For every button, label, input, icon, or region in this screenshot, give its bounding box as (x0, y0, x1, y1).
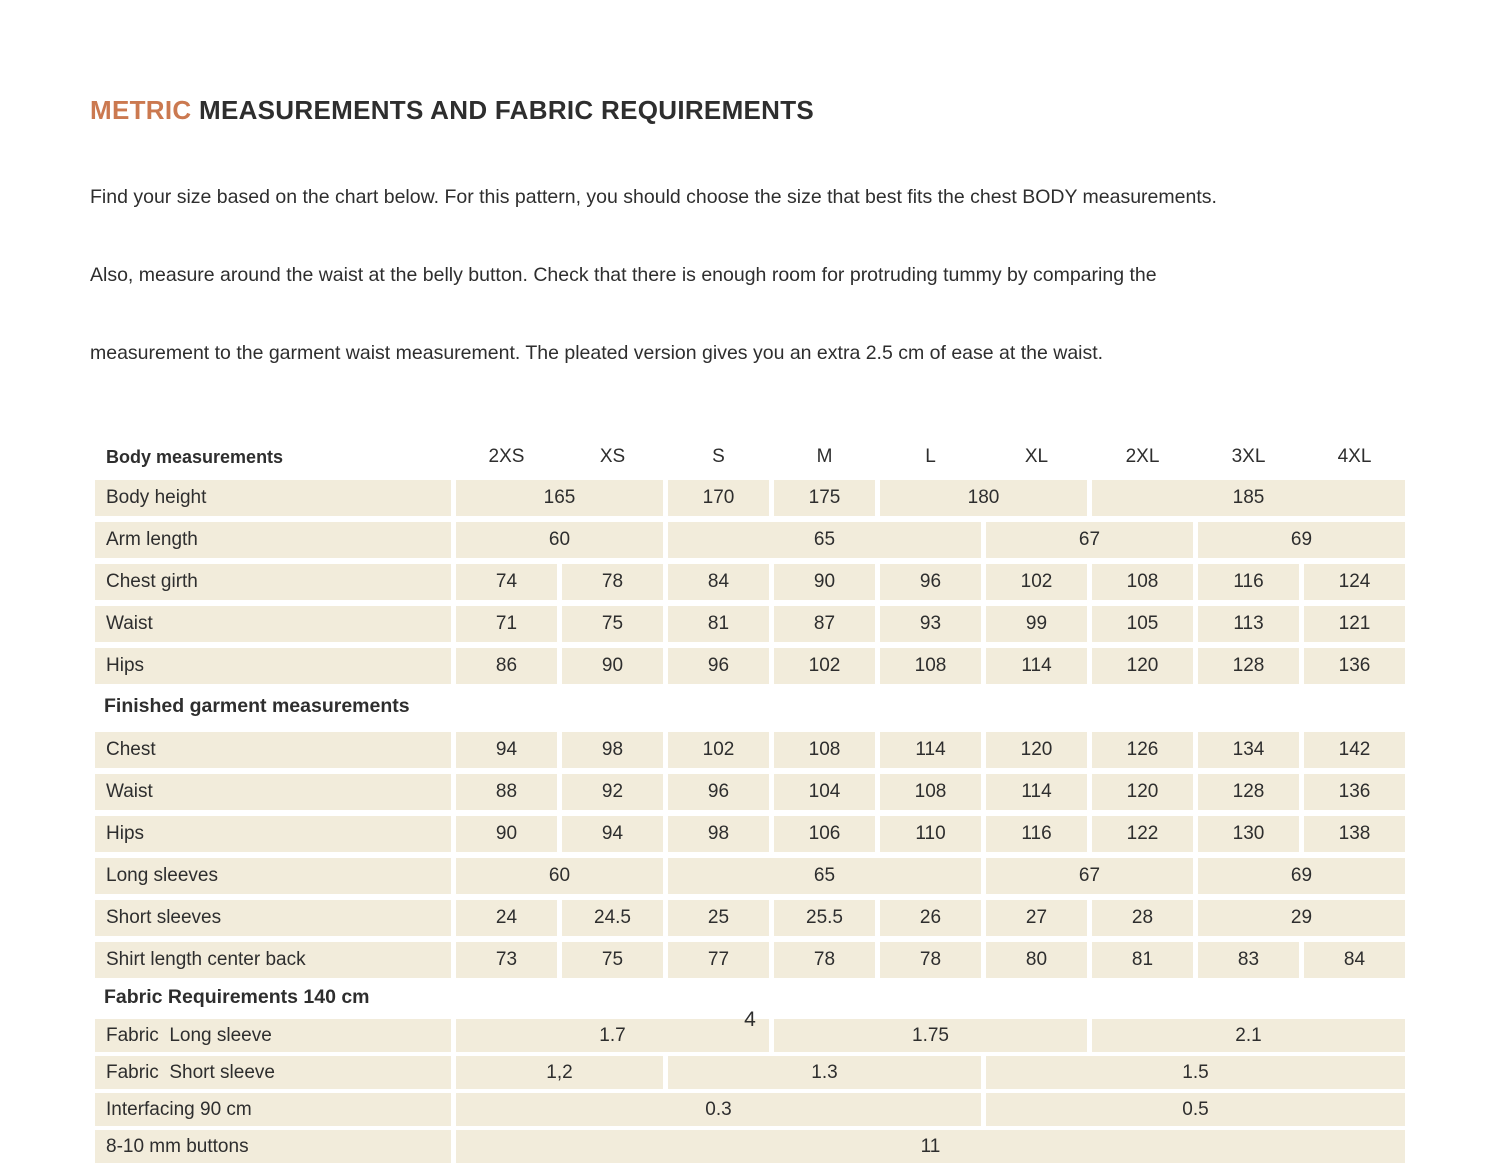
intro-line: Also, measure around the waist at the belly button. Check that there is enough room for protruding tummy by comparing the (90, 264, 1157, 286)
value-cell: 136 (1304, 648, 1405, 684)
row-label: Hips (95, 648, 451, 684)
table-row (95, 1056, 1405, 1089)
value-cell: 92 (562, 774, 663, 810)
value-cell: 94 (456, 732, 557, 768)
row-label: Arm length (95, 522, 451, 558)
size-column-header: 3XL (1231, 446, 1266, 467)
value-cell: 108 (774, 732, 875, 768)
value-cell: 108 (880, 774, 981, 810)
value-cell: 96 (668, 774, 769, 810)
value-cell: 75 (562, 942, 663, 978)
value-cell: 71 (456, 606, 557, 642)
intro-line: Find your size based on the chart below. For this pattern, you should choose the size that best fits the chest BODY measurements. (90, 186, 1217, 208)
value-cell: 78 (880, 942, 981, 978)
table-row (95, 606, 1405, 642)
table-row (95, 522, 1405, 558)
value-cell: 165 (456, 480, 663, 516)
table-row (95, 900, 1405, 936)
value-cell: 185 (1092, 480, 1405, 516)
value-cell: 60 (456, 522, 663, 558)
value-cell: 121 (1304, 606, 1405, 642)
value-cell: 86 (456, 648, 557, 684)
table-row (95, 480, 1405, 516)
value-cell: 87 (774, 606, 875, 642)
size-column-header: S (712, 446, 725, 467)
column-header-label: Body measurements (106, 446, 284, 467)
value-cell: 128 (1198, 648, 1299, 684)
measurements-table (95, 443, 1405, 1163)
value-cell: 134 (1198, 732, 1299, 768)
value-cell: 136 (1304, 774, 1405, 810)
value-cell: 90 (562, 648, 663, 684)
value-cell: 2.1 (1092, 1019, 1405, 1052)
value-cell: 60 (456, 858, 663, 894)
value-cell: 25.5 (774, 900, 875, 936)
row-label: 8-10 mm buttons (95, 1130, 451, 1163)
size-column-header: XS (599, 446, 626, 467)
value-cell: 26 (880, 900, 981, 936)
value-cell: 78 (562, 564, 663, 600)
value-cell: 180 (880, 480, 1087, 516)
value-cell: 102 (986, 564, 1087, 600)
row-label: Body height (95, 480, 451, 516)
value-cell: 77 (668, 942, 769, 978)
value-cell: 65 (668, 858, 981, 894)
row-label: Short sleeves (95, 900, 451, 936)
value-cell: 27 (986, 900, 1087, 936)
size-column-header: M (816, 446, 833, 467)
page-title (90, 95, 1500, 125)
value-cell: 69 (1198, 522, 1405, 558)
value-cell: 98 (668, 816, 769, 852)
section-title: Fabric Requirements 140 cm (104, 986, 370, 1008)
value-cell: 120 (986, 732, 1087, 768)
value-cell: 29 (1198, 900, 1405, 936)
value-cell: 108 (880, 648, 981, 684)
row-label: Waist (95, 606, 451, 642)
value-cell: 142 (1304, 732, 1405, 768)
value-cell: 102 (774, 648, 875, 684)
row-label: Interfacing 90 cm (95, 1093, 451, 1126)
row-label: Fabric Long sleeve (95, 1019, 451, 1052)
value-cell: 81 (668, 606, 769, 642)
value-cell: 98 (562, 732, 663, 768)
value-cell: 24.5 (562, 900, 663, 936)
size-column-header: 2XL (1125, 446, 1160, 467)
value-cell: 102 (668, 732, 769, 768)
value-cell: 113 (1198, 606, 1299, 642)
value-cell: 116 (986, 816, 1087, 852)
title-accent: METRIC (90, 95, 192, 125)
size-column-header: 2XS (488, 446, 525, 467)
size-column-header: L (925, 446, 936, 467)
value-cell: 80 (986, 942, 1087, 978)
size-column-header: 4XL (1337, 446, 1372, 467)
value-cell: 69 (1198, 858, 1405, 894)
value-cell: 74 (456, 564, 557, 600)
value-cell: 130 (1198, 816, 1299, 852)
value-cell: 124 (1304, 564, 1405, 600)
intro-line: measurement to the garment waist measurement. The pleated version gives you an extra 2.5 cm of ease at the waist. (90, 342, 1104, 364)
value-cell: 78 (774, 942, 875, 978)
value-cell: 75 (562, 606, 663, 642)
value-cell: 120 (1092, 648, 1193, 684)
value-cell: 122 (1092, 816, 1193, 852)
row-label: Hips (95, 816, 451, 852)
value-cell: 65 (668, 522, 981, 558)
value-cell: 81 (1092, 942, 1193, 978)
value-cell: 0.5 (986, 1093, 1405, 1126)
value-cell: 104 (774, 774, 875, 810)
row-label: Waist (95, 774, 451, 810)
value-cell: 11 (456, 1130, 1405, 1163)
value-cell: 94 (562, 816, 663, 852)
table-header-row (95, 443, 1405, 471)
row-label: Chest girth (95, 564, 451, 600)
value-cell: 1,2 (456, 1056, 663, 1089)
value-cell: 93 (880, 606, 981, 642)
value-cell: 90 (774, 564, 875, 600)
value-cell: 67 (986, 522, 1193, 558)
value-cell: 1.5 (986, 1056, 1405, 1089)
value-cell: 116 (1198, 564, 1299, 600)
value-cell: 99 (986, 606, 1087, 642)
value-cell: 128 (1198, 774, 1299, 810)
value-cell: 108 (1092, 564, 1193, 600)
row-label: Long sleeves (95, 858, 451, 894)
value-cell: 110 (880, 816, 981, 852)
row-label: Shirt length center back (95, 942, 451, 978)
table-row (95, 942, 1405, 978)
value-cell: 138 (1304, 816, 1405, 852)
page-number: 4 (744, 1008, 756, 1031)
value-cell: 73 (456, 942, 557, 978)
row-label: Fabric Short sleeve (95, 1056, 451, 1089)
value-cell: 90 (456, 816, 557, 852)
value-cell: 114 (986, 648, 1087, 684)
section-title: Finished garment measurements (104, 695, 410, 717)
intro-paragraph (90, 132, 1500, 418)
table-row (95, 858, 1405, 894)
value-cell: 1.75 (774, 1019, 1087, 1052)
size-column-header: XL (1024, 446, 1049, 467)
value-cell: 84 (1304, 942, 1405, 978)
table-row (95, 564, 1405, 600)
table-row (95, 1130, 1405, 1163)
value-cell: 96 (880, 564, 981, 600)
table-row (95, 816, 1405, 852)
table-row (95, 774, 1405, 810)
value-cell: 1.3 (668, 1056, 981, 1089)
value-cell: 28 (1092, 900, 1193, 936)
value-cell: 24 (456, 900, 557, 936)
value-cell: 88 (456, 774, 557, 810)
value-cell: 126 (1092, 732, 1193, 768)
table-row (95, 648, 1405, 684)
value-cell: 114 (986, 774, 1087, 810)
value-cell: 105 (1092, 606, 1193, 642)
title-rest: MEASUREMENTS AND FABRIC REQUIREMENTS (191, 95, 815, 125)
value-cell: 96 (668, 648, 769, 684)
value-cell: 1.7 (456, 1019, 769, 1052)
value-cell: 84 (668, 564, 769, 600)
table-row (95, 732, 1405, 768)
value-cell: 170 (668, 480, 769, 516)
value-cell: 114 (880, 732, 981, 768)
row-label: Chest (95, 732, 451, 768)
value-cell: 0.3 (456, 1093, 981, 1126)
value-cell: 83 (1198, 942, 1299, 978)
table-row (95, 1093, 1405, 1126)
value-cell: 67 (986, 858, 1193, 894)
value-cell: 120 (1092, 774, 1193, 810)
value-cell: 25 (668, 900, 769, 936)
value-cell: 106 (774, 816, 875, 852)
value-cell: 175 (774, 480, 875, 516)
